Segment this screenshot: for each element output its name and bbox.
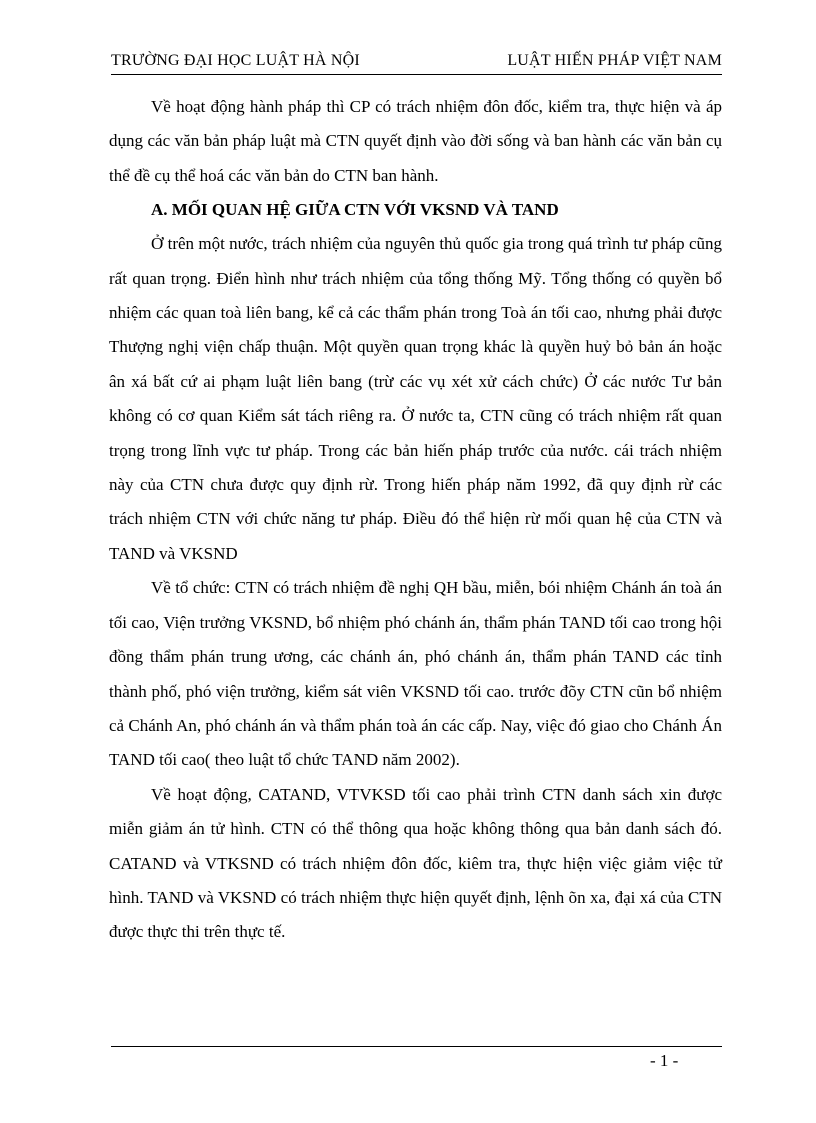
document-body: [109, 90, 722, 950]
page-number: - 1 -: [650, 1051, 679, 1070]
paragraph-judicial-role: Ở trên một nước, trách nhiệm của nguyên thủ quốc gia trong quá trình tư pháp cũng rất quan trọng. Điển hình như trách nhiệm của tổng thống Mỹ. Tổng thống có quyền bổ nhiệm các quan toà liên bang, kể cả các thẩm phán trong Toà án tối cao, nhưng phải được Thượng nghị viện chấp thuận. Một quyền quan trọng khác là quyền huỷ bỏ bản án hoặc ân xá bất cứ ai phạm luật liên bang (trừ các vụ xét xử cách chức) Ở các nước Tư bản không có cơ quan Kiểm sát tách riêng ra. Ở nước ta, CTN cũng có trách nhiệm rất quan trọng trong lĩnh vực tư pháp. Trong các bản hiến pháp trước của nước. cái trách nhiệm này của CTN chưa được quy định rừ. Trong hiến pháp năm 1992, đã quy định rừ các trách nhiệm CTN với chức năng tư pháp. Điều đó thể hiện rừ mối quan hệ của CTN và TAND và VKSND: [109, 234, 722, 563]
paragraph-activities: Về hoạt động, CATAND, VTVKSD tối cao phải trình CTN danh sách xin được miễn giảm án tử hình. CTN có thể thông qua hoặc không thông qua bản danh sách đó. CATAND và VTKSND có trách nhiệm đôn đốc, kiêm tra, thực hiện việc giảm việc tử hình. TAND và VKSND có trách nhiệm thực hiện quyết định, lệnh õn xa, đại xá của CTN được thực thi trên thực tế.: [109, 784, 722, 942]
paragraph-executive-activity: Về hoạt động hành pháp thì CP có trách nhiệm đôn đốc, kiểm tra, thực hiện và áp dụng các văn bản pháp luật mà CTN quyết định vào đời sống và ban hành các văn bản cụ thể đề cụ thể hoá các văn bản do CTN ban hành.: [109, 97, 722, 185]
header-school-name: TRƯỜNG ĐẠI HỌC LUẬT HÀ NỘI: [111, 52, 360, 69]
header-subject-title: LUẬT HIẾN PHÁP VIỆT NAM: [507, 52, 722, 69]
page-header: [111, 52, 722, 75]
paragraph-organization: Về tổ chức: CTN có trách nhiệm đề nghị QH bầu, miễn, bói nhiệm Chánh án toà án tối cao, Viện trưởng VKSND, bổ nhiệm phó chánh án, thẩm phán TAND tối cao trong hội đồng thẩm phán trung ương, các chánh án, phó chánh án, thẩm phán TAND các tỉnh thành phố, phó viện trưởng, kiểm sát viên VKSND tối cao. trước đõy CTN cũn bổ nhiệm cả Chánh An, phó chánh án và thẩm phán toà án các cấp. Nay, việc đó giao cho Chánh Án TAND tối cao( theo luật tổ chức TAND năm 2002).: [109, 578, 722, 770]
footer-divider: [111, 1046, 722, 1047]
section-heading: A. MỐI QUAN HỆ GIỮA CTN VỚI VKSND VÀ TAND: [151, 200, 559, 220]
